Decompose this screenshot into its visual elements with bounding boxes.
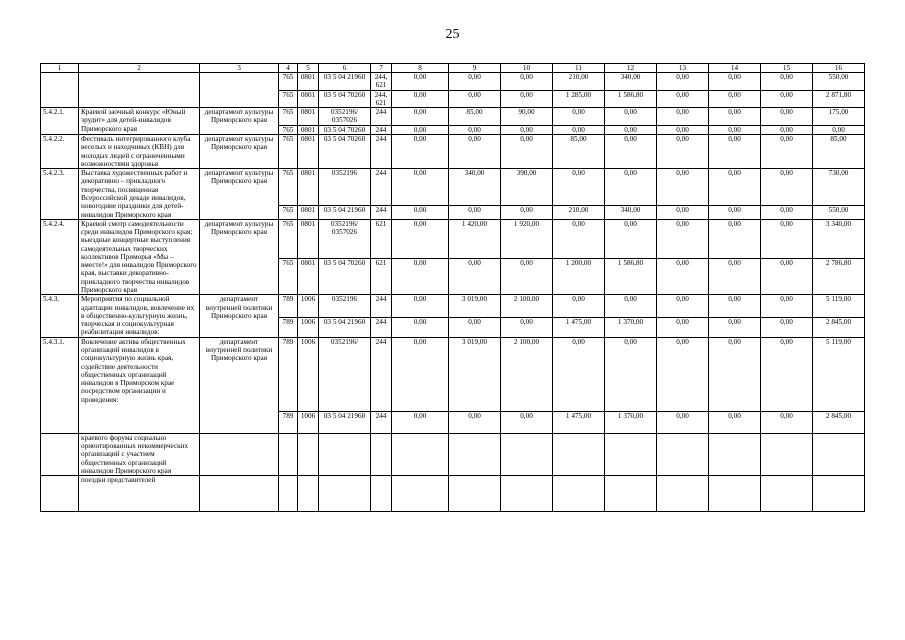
row-department: департамент культуры Приморского края (200, 108, 279, 135)
table-cell: 1 370,00 (605, 317, 657, 337)
table-cell: 0,00 (709, 206, 761, 220)
table-cell (392, 433, 449, 475)
column-header: 15 (761, 64, 813, 73)
table-cell: 0,00 (761, 219, 813, 259)
table-cell (657, 433, 709, 475)
table-cell: 0352196/ (319, 337, 371, 411)
table-cell: 621 (371, 219, 392, 259)
table-row (41, 169, 865, 206)
table-cell: 0,00 (449, 259, 501, 295)
table-cell (279, 476, 298, 512)
table-cell: 3 019,00 (449, 337, 501, 411)
table-cell: 0801 (298, 206, 319, 220)
table-cell (761, 433, 813, 475)
table-cell: 340,00 (605, 206, 657, 220)
table-cell: 0,00 (553, 169, 605, 206)
table-cell: 0,00 (709, 219, 761, 259)
table-cell: 0,00 (392, 134, 449, 168)
table-cell: 1 285,00 (553, 90, 605, 108)
table-cell: 765 (279, 259, 298, 295)
table-cell: 2 871,80 (813, 90, 865, 108)
row-id: 5.4.3.1. (41, 337, 79, 433)
row-department (200, 73, 279, 108)
table-cell: 2 786,80 (813, 259, 865, 295)
column-header: 5 (298, 64, 319, 73)
table-cell: 1 420,00 (449, 219, 501, 259)
row-id (41, 73, 79, 108)
table-cell (813, 433, 865, 475)
table-cell: 0,00 (553, 108, 605, 126)
row-name: Выставка художественных работ и декоративно – прикладного творчества, посвященная Всероссийской декаде инвалидов, новогодние праздники для детей-инвалидов Приморского края (79, 169, 200, 220)
table-cell: 0,00 (761, 134, 813, 168)
table-cell: 0,00 (392, 206, 449, 220)
table-cell: 0,00 (392, 317, 449, 337)
table-cell: 244 (371, 411, 392, 433)
table-cell: 0801 (298, 108, 319, 126)
table-cell: 0,00 (553, 125, 605, 134)
table-cell: 0,00 (449, 134, 501, 168)
row-name: Вовлечение актива общественных организаций инвалидов в социокультурную жизнь края, содействие деятельности общественных организаций инвалидов в Приморском крае посредством организации и проведения: (79, 337, 200, 433)
table-cell: 0,00 (392, 125, 449, 134)
table-cell: 244, 621 (371, 90, 392, 108)
table-cell: 0,00 (501, 90, 553, 108)
table-cell: 0,00 (449, 125, 501, 134)
table-cell: 0,00 (657, 169, 709, 206)
row-name (79, 73, 200, 108)
table-cell: 0,00 (657, 337, 709, 411)
table-cell: 1 586,80 (605, 90, 657, 108)
table-cell: 0,00 (605, 134, 657, 168)
table-cell: 0,00 (761, 411, 813, 433)
table-cell: 0,00 (605, 108, 657, 126)
column-header: 6 (319, 64, 371, 73)
column-header: 1 (41, 64, 79, 73)
table-cell (392, 476, 449, 512)
table-cell: 0,00 (501, 125, 553, 134)
table-cell: 0,00 (709, 90, 761, 108)
table-cell: 765 (279, 206, 298, 220)
table-cell: 0,00 (392, 411, 449, 433)
table-cell: 244 (371, 206, 392, 220)
table-cell: 550,00 (813, 73, 865, 91)
table-cell: 0,00 (392, 73, 449, 91)
column-header: 16 (813, 64, 865, 73)
table-row (41, 219, 865, 259)
table-cell: 1 920,00 (501, 219, 553, 259)
table-cell: 0,00 (761, 337, 813, 411)
table-cell (501, 476, 553, 512)
table-cell: 0801 (298, 125, 319, 134)
table-cell: 85,00 (553, 134, 605, 168)
table-cell: 244 (371, 108, 392, 126)
table-cell: 0,00 (657, 206, 709, 220)
table-cell: 1006 (298, 317, 319, 337)
table-cell: 789 (279, 337, 298, 411)
table-cell: 03 5 04 21960 (319, 206, 371, 220)
column-header: 7 (371, 64, 392, 73)
table-cell (709, 433, 761, 475)
row-id: 5.4.2.2. (41, 134, 79, 168)
table-cell: 0,00 (392, 219, 449, 259)
header-row (41, 64, 865, 73)
table-cell: 0,00 (392, 295, 449, 317)
table-cell: 765 (279, 90, 298, 108)
table-cell (200, 476, 279, 512)
table-cell: 0,00 (449, 206, 501, 220)
table-cell: 0,00 (501, 259, 553, 295)
row-name: Фестиваль интегрированного клуба веселых и находчивых (КВН) для молодых людей с ограниченными возможностями здоровья (79, 134, 200, 168)
row-name: Краевой смотр самодеятельности среди инвалидов Приморского края; выездные концертные выступления самодеятельных творческих коллективов Приморья «Мы – вместе!» для инвалидов Приморского края, выставки декоративно-прикладного творчества инвалидов Приморского края (79, 219, 200, 295)
column-header: 11 (553, 64, 605, 73)
table-cell: 0,00 (392, 337, 449, 411)
table-row (41, 476, 865, 512)
table-cell: 0,00 (449, 73, 501, 91)
column-header: 10 (501, 64, 553, 73)
table-cell: 0,00 (657, 125, 709, 134)
table-cell (41, 476, 79, 512)
table-cell (553, 433, 605, 475)
table-cell: 1 475,00 (553, 317, 605, 337)
table-cell: 0352196/ 0357026 (319, 219, 371, 259)
table-cell: 1 475,00 (553, 411, 605, 433)
table-cell: 0,00 (501, 317, 553, 337)
table-cell: 1 586,80 (605, 259, 657, 295)
table-cell: 0,00 (553, 219, 605, 259)
table-cell (501, 433, 553, 475)
column-header: 3 (200, 64, 279, 73)
row-department: департамент культуры Приморского края (200, 134, 279, 168)
table-cell: 2 100,00 (501, 337, 553, 411)
row-name: краевого форума социально ориентированных некоммерческих организаций с участием общественных организаций инвалидов Приморского края (79, 433, 200, 475)
table-cell: 244 (371, 134, 392, 168)
table-cell (449, 476, 501, 512)
row-id: 5.4.2.3. (41, 169, 79, 220)
table-cell: 0,00 (709, 295, 761, 317)
table-cell: 0,00 (709, 169, 761, 206)
table-cell: 0,00 (657, 295, 709, 317)
table-cell: 0,00 (709, 317, 761, 337)
table-cell: 0352196 (319, 295, 371, 317)
table-cell: 0352196/ 0357026 (319, 108, 371, 126)
table-cell: 0,00 (392, 90, 449, 108)
table-cell: 244 (371, 295, 392, 317)
table-cell (709, 476, 761, 512)
table-cell: 1006 (298, 411, 319, 433)
table-row (41, 73, 865, 91)
table-cell: 85,00 (813, 134, 865, 168)
table-cell: 0,00 (605, 337, 657, 411)
table-cell: 765 (279, 108, 298, 126)
table-cell: 0,00 (553, 295, 605, 317)
table-cell: 0,00 (392, 259, 449, 295)
table-cell (200, 433, 279, 475)
table-cell (553, 476, 605, 512)
column-header: 2 (79, 64, 200, 73)
table-cell: 0,00 (657, 219, 709, 259)
table-cell: 0,00 (605, 169, 657, 206)
table-cell (761, 476, 813, 512)
table-cell: 03 5 04 70260 (319, 90, 371, 108)
table-cell: 0801 (298, 169, 319, 206)
table-cell: 789 (279, 295, 298, 317)
table-body (41, 73, 865, 512)
table-cell: 0801 (298, 259, 319, 295)
column-header: 4 (279, 64, 298, 73)
table-cell: 0,00 (761, 169, 813, 206)
row-id: 5.4.3. (41, 295, 79, 337)
table-cell: 3 019,00 (449, 295, 501, 317)
row-department: департамент культуры Приморского края (200, 169, 279, 220)
table-cell (279, 433, 298, 475)
table-cell: 2 845,00 (813, 411, 865, 433)
table-cell: 0801 (298, 134, 319, 168)
table-cell: 0,00 (605, 295, 657, 317)
row-department: департамент культуры Приморского края (200, 219, 279, 295)
table-cell: 1 370,00 (605, 411, 657, 433)
table-cell: 0,00 (709, 259, 761, 295)
table-cell: 0,00 (761, 90, 813, 108)
column-header: 12 (605, 64, 657, 73)
table-cell: 1006 (298, 337, 319, 411)
page-number: 25 (445, 27, 460, 42)
table-cell: 0352196 (319, 169, 371, 206)
column-header: 8 (392, 64, 449, 73)
row-id: 5.4.2.4. (41, 219, 79, 295)
table-cell: 0,00 (657, 317, 709, 337)
table-cell: 0,00 (761, 73, 813, 91)
table-cell: 0,00 (501, 134, 553, 168)
table-cell: 0,00 (709, 134, 761, 168)
table-cell: 03 5 04 21960 (319, 73, 371, 91)
column-header: 14 (709, 64, 761, 73)
table-cell: 0,00 (709, 337, 761, 411)
table-cell: 175,00 (813, 108, 865, 126)
table-cell: 03 5 04 21960 (319, 411, 371, 433)
table-cell (41, 433, 79, 475)
table-cell (298, 433, 319, 475)
table-cell: 0,00 (813, 125, 865, 134)
table-cell: 340,00 (605, 73, 657, 91)
table-cell: 5 119,00 (813, 337, 865, 411)
budget-table (40, 63, 865, 512)
table-cell: 340,00 (449, 169, 501, 206)
table-cell (371, 433, 392, 475)
table-cell: 0,00 (657, 90, 709, 108)
column-header: 13 (657, 64, 709, 73)
row-name: Мероприятия по социальной адаптации инвалидов, вовлечение их в общественно-культурную жизнь, творческая и социокультурная реабилитация инвалидов: (79, 295, 200, 337)
row-name: поездки представителей (79, 476, 200, 512)
table-cell: 03 5 04 70260 (319, 125, 371, 134)
table-cell: 0801 (298, 219, 319, 259)
table-cell: 390,00 (501, 169, 553, 206)
table-row (41, 337, 865, 411)
table-cell: 730,00 (813, 169, 865, 206)
table-row (41, 433, 865, 475)
table-cell: 0,00 (761, 295, 813, 317)
table-cell: 0,00 (392, 108, 449, 126)
table-cell: 210,00 (553, 206, 605, 220)
table-cell: 0801 (298, 73, 319, 91)
table-cell: 0,00 (501, 206, 553, 220)
table-cell: 0,00 (501, 73, 553, 91)
table-row (41, 134, 865, 168)
table-cell: 0,00 (449, 317, 501, 337)
table-cell (605, 476, 657, 512)
table-cell: 0,00 (449, 411, 501, 433)
table-cell: 0,00 (657, 73, 709, 91)
table-cell (371, 476, 392, 512)
table-cell: 0,00 (761, 259, 813, 295)
row-department: департамент внутренней политики Приморского края (200, 295, 279, 337)
table-cell (813, 476, 865, 512)
table-row (41, 108, 865, 126)
table-cell (319, 433, 371, 475)
table-cell: 0,00 (605, 125, 657, 134)
table-cell: 0,00 (761, 317, 813, 337)
table-cell: 0,00 (709, 411, 761, 433)
table-cell: 765 (279, 219, 298, 259)
table-cell (657, 476, 709, 512)
table-cell: 244 (371, 317, 392, 337)
table-cell: 0,00 (761, 206, 813, 220)
table-cell: 789 (279, 411, 298, 433)
table-cell (319, 476, 371, 512)
table-cell: 0,00 (761, 108, 813, 126)
table-cell: 0,00 (657, 108, 709, 126)
table-cell: 0,00 (657, 411, 709, 433)
table-cell: 0,00 (449, 90, 501, 108)
table-cell: 3 340,00 (813, 219, 865, 259)
table-cell: 03 5 04 21960 (319, 317, 371, 337)
table-cell: 0801 (298, 90, 319, 108)
row-department: департамент внутренней политики Приморского края (200, 337, 279, 433)
table-cell: 0,00 (605, 219, 657, 259)
table-cell: 0,00 (392, 169, 449, 206)
table-cell: 0,00 (761, 125, 813, 134)
table-cell: 789 (279, 317, 298, 337)
table-cell: 621 (371, 259, 392, 295)
table-cell: 210,00 (553, 73, 605, 91)
table-cell: 0,00 (501, 411, 553, 433)
table-cell: 0,00 (553, 337, 605, 411)
table-cell: 03 5 04 70260 (319, 259, 371, 295)
table-cell: 765 (279, 73, 298, 91)
table-cell: 244 (371, 337, 392, 411)
table-cell: 765 (279, 134, 298, 168)
table-cell: 03 5 04 70260 (319, 134, 371, 168)
table-cell: 0,00 (709, 125, 761, 134)
table-cell: 244 (371, 125, 392, 134)
row-name: Краевой заочный конкурс «Юный эрудит» для детей-инвалидов Приморского края (79, 108, 200, 135)
table-cell: 2 100,00 (501, 295, 553, 317)
table-cell: 765 (279, 169, 298, 206)
table-cell: 550,00 (813, 206, 865, 220)
row-id: 5.4.2.1. (41, 108, 79, 135)
table-cell: 90,00 (501, 108, 553, 126)
table-cell: 85,00 (449, 108, 501, 126)
table-cell (298, 476, 319, 512)
table-cell: 0,00 (657, 259, 709, 295)
column-header: 9 (449, 64, 501, 73)
table-cell: 244 (371, 169, 392, 206)
table-cell: 0,00 (709, 108, 761, 126)
table-cell: 765 (279, 125, 298, 134)
table-cell: 244, 621 (371, 73, 392, 91)
table-cell (449, 433, 501, 475)
table-cell: 0,00 (709, 73, 761, 91)
table-cell (605, 433, 657, 475)
table-cell: 0,00 (657, 134, 709, 168)
table-cell: 2 845,00 (813, 317, 865, 337)
table-row (41, 295, 865, 317)
table-cell: 1006 (298, 295, 319, 317)
table-cell: 1 200,00 (553, 259, 605, 295)
table-cell: 5 119,00 (813, 295, 865, 317)
